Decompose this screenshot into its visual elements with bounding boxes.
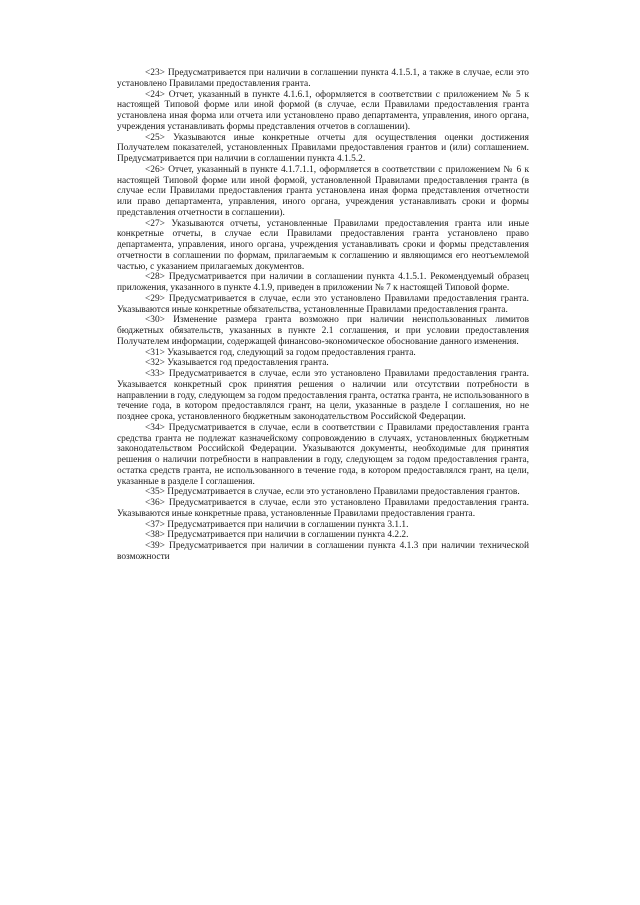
footnote-26: <26> Отчет, указанный в пункте 4.1.7.1.1, оформляется в соответствии с приложением № 6 к настоящей Типовой форме или иной формой, установленной Правилами предоставления гранта (в случае если Правилами предоставления гранта установлена иная форма представления отчетности или право департамента, управления, иного органа, учреждения устанавливать сроки и формы представления отчетности в соглашении).	[117, 164, 529, 218]
footnote-35: <35> Предусматривается в случае, если это установлено Правилами предоставления грантов.	[145, 487, 520, 498]
footnote-36: <36> Предусматривается в случае, если это установлено Правилами предоставления гранта. Указываются иные конкретные права, установленные Правилами предоставления гранта.	[117, 498, 529, 519]
footnote-38: <38> Предусматривается при наличии в соглашении пункта 4.2.2.	[145, 530, 409, 541]
footnote-34: <34> Предусматривается в случае, если в соответствии с Правилами предоставления гранта средства гранта не подлежат казначейскому сопровождению в случаях, установленных бюджетным законодательством Российской Федерации. Указываются документы, необходимые для принятия решения о наличии потребности в направлении в году, следующем за годом предоставления гранта, остатка средств гранта, не использованного в течение года, в котором предоставлялся грант, на цели, указанные в разделе I соглашения.	[117, 422, 529, 487]
footnote-39: <39> Предусматривается при наличии в соглашении пункта 4.1.3 при наличии технической возможности	[117, 541, 529, 562]
footnote-23: <23> Предусматривается при наличии в соглашении пункта 4.1.5.1, а также в случае, если это установлено Правилами предоставления гранта.	[117, 68, 529, 89]
footnote-28: <28> Предусматривается при наличии в соглашении пункта 4.1.5.1. Рекомендуемый образец приложения, указанного в пункте 4.1.9, приведен в приложении № 7 к настоящей Типовой форме.	[117, 272, 529, 293]
footnote-31: <31> Указывается год, следующий за годом предоставления гранта.	[145, 347, 416, 358]
footnote-29: <29> Предусматривается в случае, если это установлено Правилами предоставления гранта. Указываются иные конкретные обязательства, установленные Правилами предоставления гранта.	[117, 293, 529, 315]
footnote-37: <37> Предусматривается при наличии в соглашении пункта 3.1.1.	[145, 519, 409, 530]
footnote-30: <30> Изменение размера гранта возможно при наличии неиспользованных лимитов бюджетных обязательств, указанных в пункте 2.1 соглашения, и при условии предоставления Получателем информации, содержащей финансово-экономическое обоснование данного изменения.	[117, 315, 529, 347]
footnote-24: <24> Отчет, указанный в пункте 4.1.6.1, оформляется в соответствии с приложением № 5 к настоящей Типовой форме или иной формой (в случае, если Правилами предоставления гранта установлена иная форма или отчета или установлено право департамента, управления, иного органа, учреждения устанавливать формы представления отчетов в соглашении).	[117, 89, 529, 132]
footnote-33: <33> Предусматривается в случае, если это установлено Правилами предоставления гранта. Указывается конкретный срок принятия решения о наличии или отсутствии потребности в направлении в году, следующем за годом предоставления гранта, остатка гранта, не использованного в течение года, в котором предоставлялся грант, на цели, указанные в разделе I соглашения, но не позднее срока, установленного бюджетным законодательством Российской Федерации.	[117, 369, 529, 422]
footnotes-text-block	[117, 68, 529, 563]
footnote-27: <27> Указываются отчеты, установленные Правилами предоставления гранта или иные конкретные отчеты, в случае если Правилами предоставления гранта установлено право департамента, управления, иного органа, учреждения устанавливать сроки и формы представления отчетности в соглашении по формам, прилагаемым к соглашению и являющимся его неотъемлемой частью, с указанием прилагаемых документов.	[117, 218, 529, 272]
footnote-25: <25> Указываются иные конкретные отчеты для осуществления оценки достижения Получателем показателей, установленных Правилами предоставления грантов и (или) соглашением. Предусматривается при наличии в соглашении пункта 4.1.5.2.	[117, 132, 529, 164]
footnote-32: <32> Указывается год предоставления гранта.	[145, 358, 329, 369]
